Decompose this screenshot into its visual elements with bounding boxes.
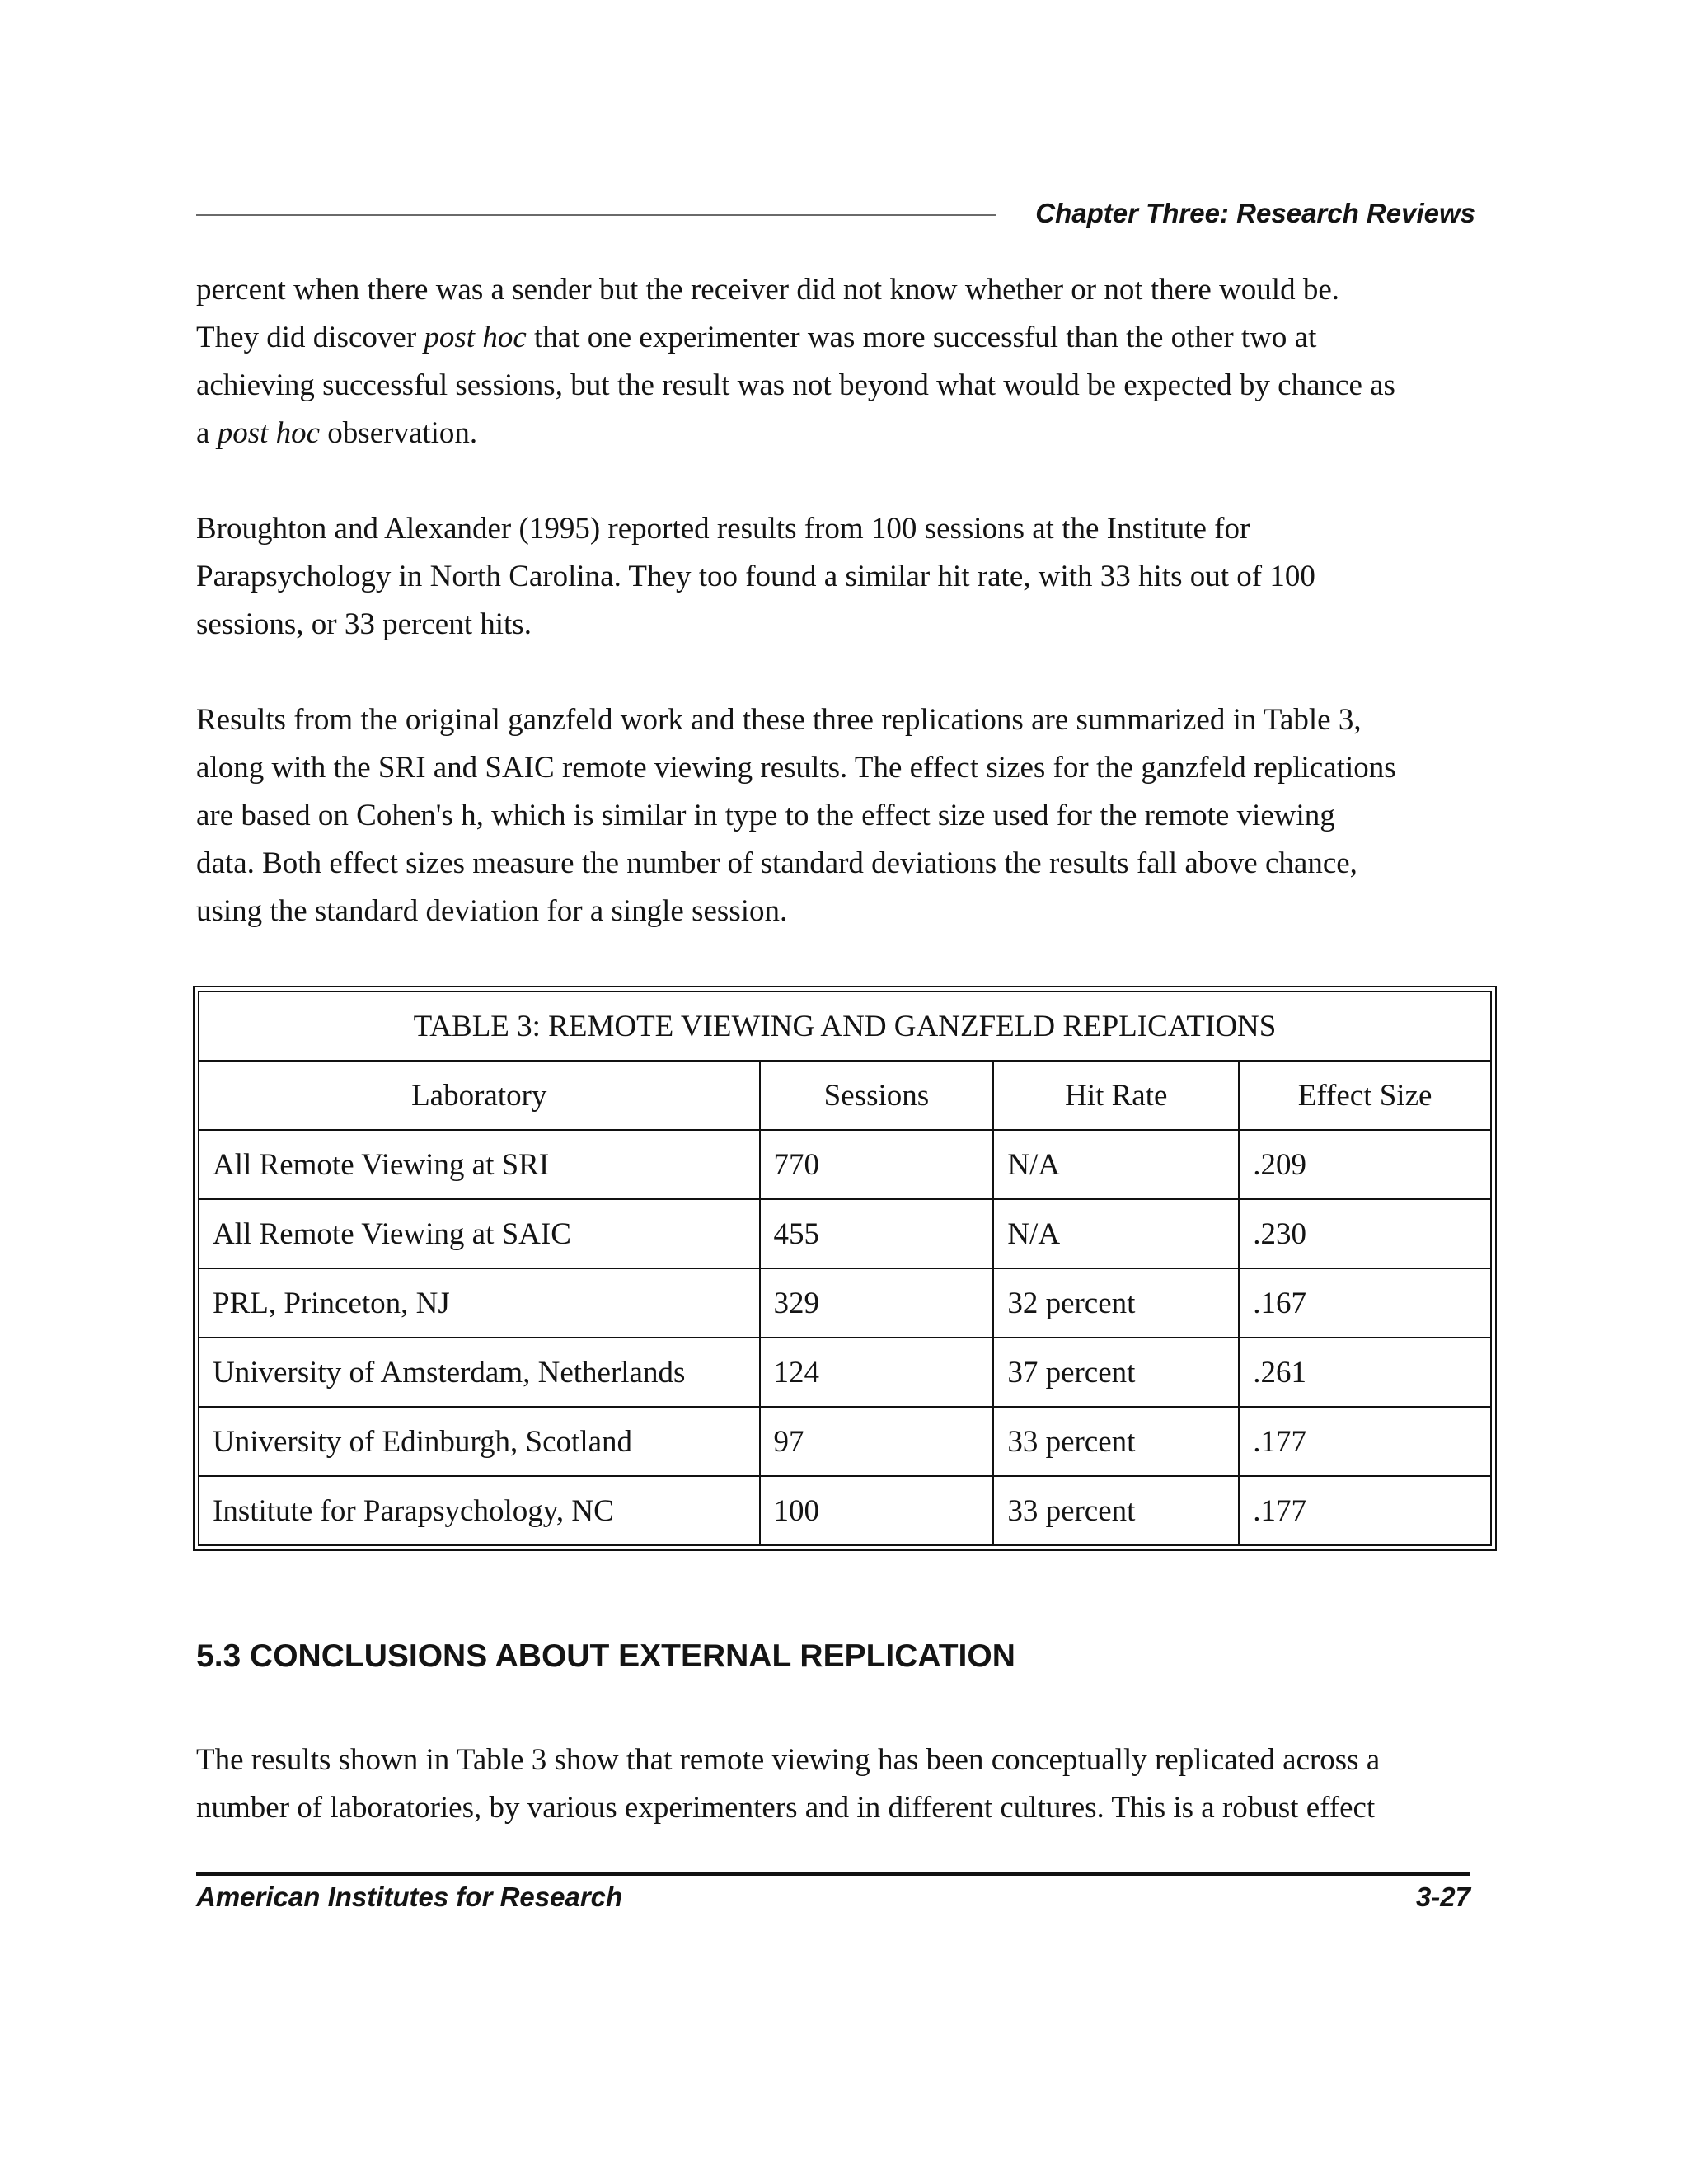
text-line <box>196 792 1482 840</box>
cell-hit-rate: N/A <box>993 1130 1239 1199</box>
table-row <box>199 1476 1491 1545</box>
cell-effect-size: .177 <box>1239 1407 1491 1476</box>
page-number: 3-27 <box>1415 1882 1470 1912</box>
section-heading: 5.3 CONCLUSIONS ABOUT EXTERNAL REPLICATION <box>196 1638 1015 1674</box>
cell-sessions: 124 <box>760 1338 994 1407</box>
cell-effect-size: .167 <box>1239 1268 1491 1338</box>
column-header-hit-rate: Hit Rate <box>993 1061 1239 1130</box>
text-line <box>196 553 1482 601</box>
text-segment: Broughton and Alexander (1995) reported results from 100 sessions at the Institute for <box>196 512 1250 546</box>
text-segment: Parapsychology in North Carolina. They too found a similar hit rate, with 33 hits out of 100 <box>196 560 1315 593</box>
cell-sessions: 329 <box>760 1268 994 1338</box>
cell-hit-rate: 33 percent <box>993 1476 1239 1545</box>
cell-laboratory: All Remote Viewing at SRI <box>199 1130 760 1199</box>
text-segment: are based on Cohen's h, which is similar in type to the effect size used for the remote viewing <box>196 799 1335 832</box>
cell-laboratory: Institute for Parapsychology, NC <box>199 1476 760 1545</box>
text-segment: percent when there was a sender but the receiver did not know whether or not there would be. <box>196 273 1339 307</box>
cell-sessions: 97 <box>760 1407 994 1476</box>
table-row <box>199 1407 1491 1476</box>
text-segment: Results from the original ganzfeld work and these three replications are summarized in Table 3, <box>196 703 1362 737</box>
text-line <box>196 505 1482 553</box>
footer-rule <box>196 1872 1470 1876</box>
column-header-effect-size: Effect Size <box>1239 1061 1491 1130</box>
text-segment: number of laboratories, by various experimenters and in different cultures. This is a robust effect <box>196 1791 1376 1825</box>
cell-laboratory: All Remote Viewing at SAIC <box>199 1199 760 1268</box>
cell-hit-rate: 32 percent <box>993 1268 1239 1338</box>
text-segment: observation. <box>320 416 478 450</box>
italic-term: post hoc <box>424 321 527 354</box>
text-segment: The results shown in Table 3 show that remote viewing has been conceptually replicated across a <box>196 1743 1381 1777</box>
text-line <box>196 888 1482 935</box>
replications-table <box>198 991 1492 1546</box>
text-line <box>196 266 1482 314</box>
running-header-title: Chapter Three: Research Reviews <box>1035 198 1475 228</box>
cell-hit-rate: 37 percent <box>993 1338 1239 1407</box>
table-caption-row <box>199 991 1491 1061</box>
italic-term: post hoc <box>217 416 321 450</box>
text-line <box>196 601 1482 649</box>
text-segment: a <box>196 416 218 450</box>
paragraph-4 <box>196 1736 1482 1832</box>
cell-sessions: 770 <box>760 1130 994 1199</box>
paragraph-1 <box>196 266 1482 457</box>
column-header-sessions: Sessions <box>760 1061 994 1130</box>
cell-sessions: 100 <box>760 1476 994 1545</box>
text-segment: achieving successful sessions, but the result was not beyond what would be expected by chance as <box>196 368 1395 402</box>
text-line <box>196 1784 1482 1832</box>
text-line <box>196 1736 1482 1784</box>
text-line <box>196 744 1482 792</box>
table-row <box>199 1338 1491 1407</box>
paragraph-2 <box>196 505 1482 649</box>
text-segment: sessions, or 33 percent hits. <box>196 607 532 641</box>
cell-sessions: 455 <box>760 1199 994 1268</box>
text-segment: that one experimenter was more successful than the other two at <box>526 321 1317 354</box>
text-line <box>196 696 1482 744</box>
footer-organization: American Institutes for Research <box>196 1882 623 1912</box>
text-line <box>196 410 1482 457</box>
table-header-row <box>199 1061 1491 1130</box>
cell-laboratory: PRL, Princeton, NJ <box>199 1268 760 1338</box>
cell-effect-size: .209 <box>1239 1130 1491 1199</box>
text-segment: They did discover <box>196 321 424 354</box>
cell-hit-rate: 33 percent <box>993 1407 1239 1476</box>
text-line <box>196 314 1482 362</box>
cell-effect-size: .230 <box>1239 1199 1491 1268</box>
text-segment: along with the SRI and SAIC remote viewing results. The effect sizes for the ganzfeld replications <box>196 751 1396 785</box>
table-row <box>199 1130 1491 1199</box>
cell-effect-size: .177 <box>1239 1476 1491 1545</box>
paragraph-3 <box>196 696 1482 935</box>
text-line <box>196 840 1482 888</box>
cell-laboratory: University of Edinburgh, Scotland <box>199 1407 760 1476</box>
table-3 <box>193 986 1497 1551</box>
text-segment: using the standard deviation for a single session. <box>196 894 788 928</box>
text-line <box>196 362 1482 410</box>
text-segment: data. Both effect sizes measure the number of standard deviations the results fall above chance, <box>196 846 1357 880</box>
table-row <box>199 1268 1491 1338</box>
cell-effect-size: .261 <box>1239 1338 1491 1407</box>
header-rule <box>196 214 996 216</box>
table-row <box>199 1199 1491 1268</box>
table-caption: TABLE 3: REMOTE VIEWING AND GANZFELD REPLICATIONS <box>199 991 1491 1061</box>
column-header-laboratory: Laboratory <box>199 1061 760 1130</box>
cell-laboratory: University of Amsterdam, Netherlands <box>199 1338 760 1407</box>
cell-hit-rate: N/A <box>993 1199 1239 1268</box>
